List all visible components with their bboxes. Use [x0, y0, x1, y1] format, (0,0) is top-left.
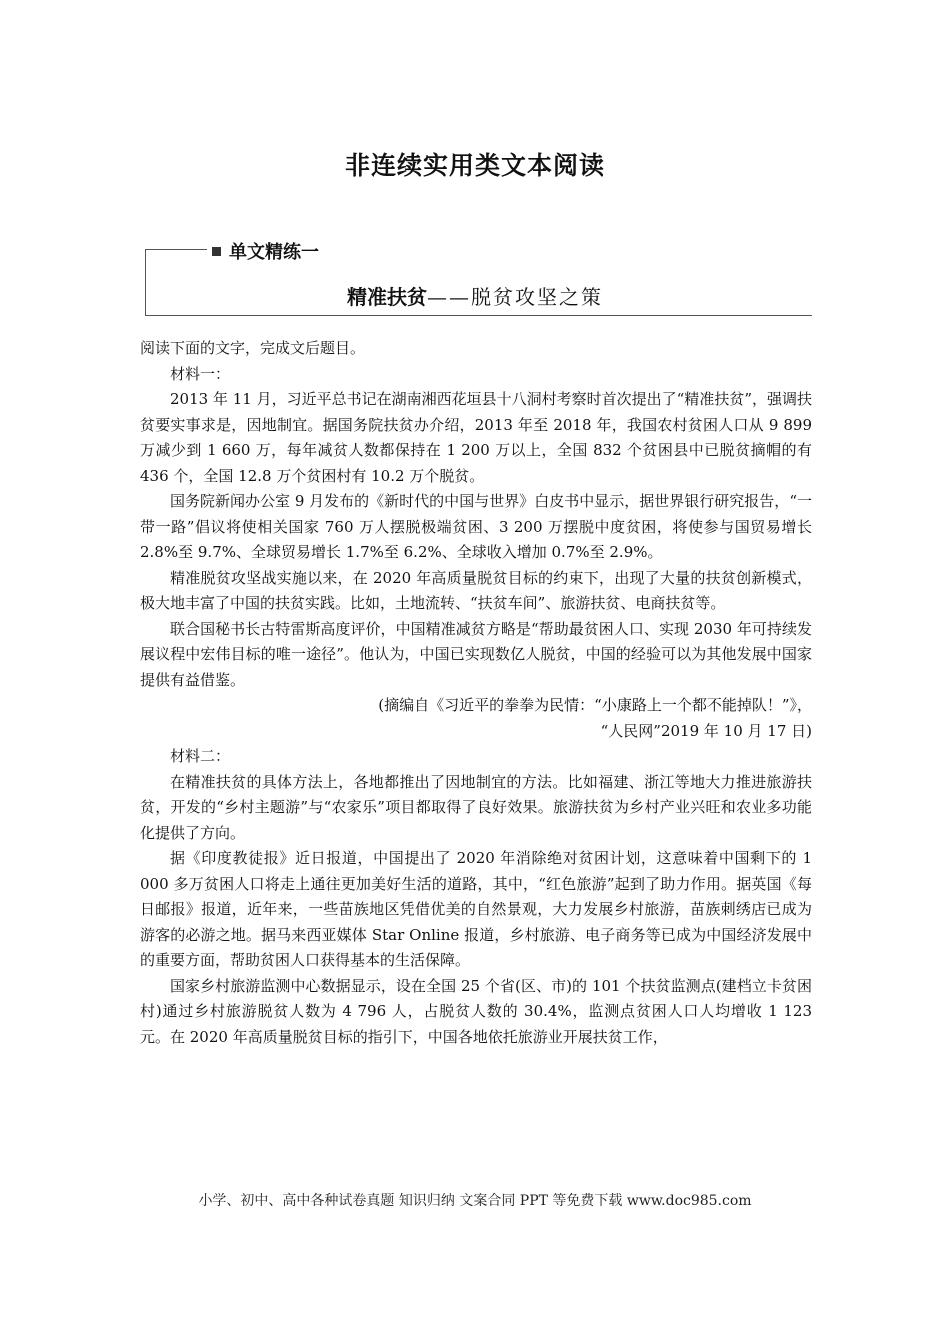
- material1-source: [140, 693, 812, 744]
- section-frame-topline: [145, 249, 207, 250]
- material1-paragraph: 精准脱贫攻坚战实施以来，在 2020 年高质量脱贫目标的约束下，出现了大量的扶贫创新模式，极大地丰富了中国的扶贫实践。比如，土地流转、“扶贫车间”、旅游扶贫、电商扶贫等。: [140, 568, 812, 612]
- document-body: [140, 336, 812, 1050]
- material1-paragraph: 联合国秘书长古特雷斯高度评价，中国精准减贫方略是“帮助最贫困人口、实现 2030 年可持续发展议程中宏伟目标的唯一途径”。他认为，中国已实现数亿人脱贫，中国的经验可以为其他发展中国家提供有益借鉴。: [140, 619, 812, 689]
- article-subtitle: [0, 281, 950, 310]
- section-label-text: 单文精练一: [229, 242, 319, 263]
- material2-paragraph: 据《印度教徒报》近日报道，中国提出了 2020 年消除绝对贫困计划，这意味着中国剩下的 1 000 多万贫困人口将走上通往更加美好生活的道路，其中，“红色旅游”起到了助力作用。据英国《每日邮报》报道，近年来，一些苗族地区凭借优美的自然景观，大力发展乡村旅游，苗族刺绣店已成为游客的必游之地。据马来西亚媒体 Star Online 报道，乡村旅游、电子商务等已成为中国经济发展中的重要方面，帮助贫困人口获得基本的生活保障。: [140, 849, 812, 969]
- square-bullet-icon: [212, 247, 221, 256]
- page-title: 非连续实用类文本阅读: [344, 151, 605, 180]
- material2-paragraph: 国家乡村旅游监测中心数据显示，设在全国 25 个省(区、市)的 101 个扶贫监测点(建档立卡贫困村)通过乡村旅游脱贫人数为 4 796 人，占脱贫人数的 30.4%，监测点贫困人口人均增收 1 123 元。在 2020 年高质量脱贫目标的指引下，中国各地依托旅游业开展扶贫工作，: [140, 976, 812, 1046]
- source-line-2: “人民网”2019 年 10 月 17 日): [600, 721, 812, 740]
- subtitle-bold: 精准扶贫: [347, 285, 427, 309]
- footer-download-note: 小学、初中、高中各种试卷真题 知识归纳 文案合同 PPT 等免费下载 www.doc985.com: [198, 1193, 752, 1209]
- material2-paragraph: 在精准扶贫的具体方法上，各地都推出了因地制宜的方法。比如福建、浙江等地大力推进旅游扶贫，开发的“乡村主题游”与“农家乐”项目都取得了良好效果。旅游扶贫为乡村产业兴旺和农业多功能化提供了方向。: [140, 772, 812, 842]
- intro-instruction: 阅读下面的文字，完成文后题目。: [140, 339, 366, 357]
- subtitle-rest: ——脱贫攻坚之策: [427, 285, 603, 309]
- material1-paragraph: 国务院新闻办公室 9 月发布的《新时代的中国与世界》白皮书中显示，据世界银行研究报告，“一带一路”倡议将使相关国家 760 万人摆脱极端贫困、3 200 万摆脱中度贫困，将使参与国贸易增长 2.8%至 9.7%、全球贸易增长 1.7%至 6.2%、全球收入增加 0.7%至 2.9%。: [140, 492, 812, 561]
- material1-label: 材料一：: [170, 364, 231, 383]
- material1-paragraph: 2013 年 11 月，习近平总书记在湖南湘西花垣县十八洞村考察时首次提出了“精准扶贫”，强调扶贫要实事求是，因地制宜。据国务院扶贫办介绍，2013 年至 2018 年，我国农村贫困人口从 9 899 万减少到 1 660 万，每年减贫人数都保持在 1 200 万以上，全国 832 个贫困县中已脱贫摘帽的有 436 个，全国 12.8 万个贫困村有 10.2 万个脱贫。: [140, 390, 812, 485]
- material2-label: 材料二：: [170, 747, 231, 765]
- section-label: [212, 238, 325, 264]
- source-line-1: (摘编自《习近平的拳拳为民情：“小康路上一个都不能掉队！”》，: [378, 696, 812, 714]
